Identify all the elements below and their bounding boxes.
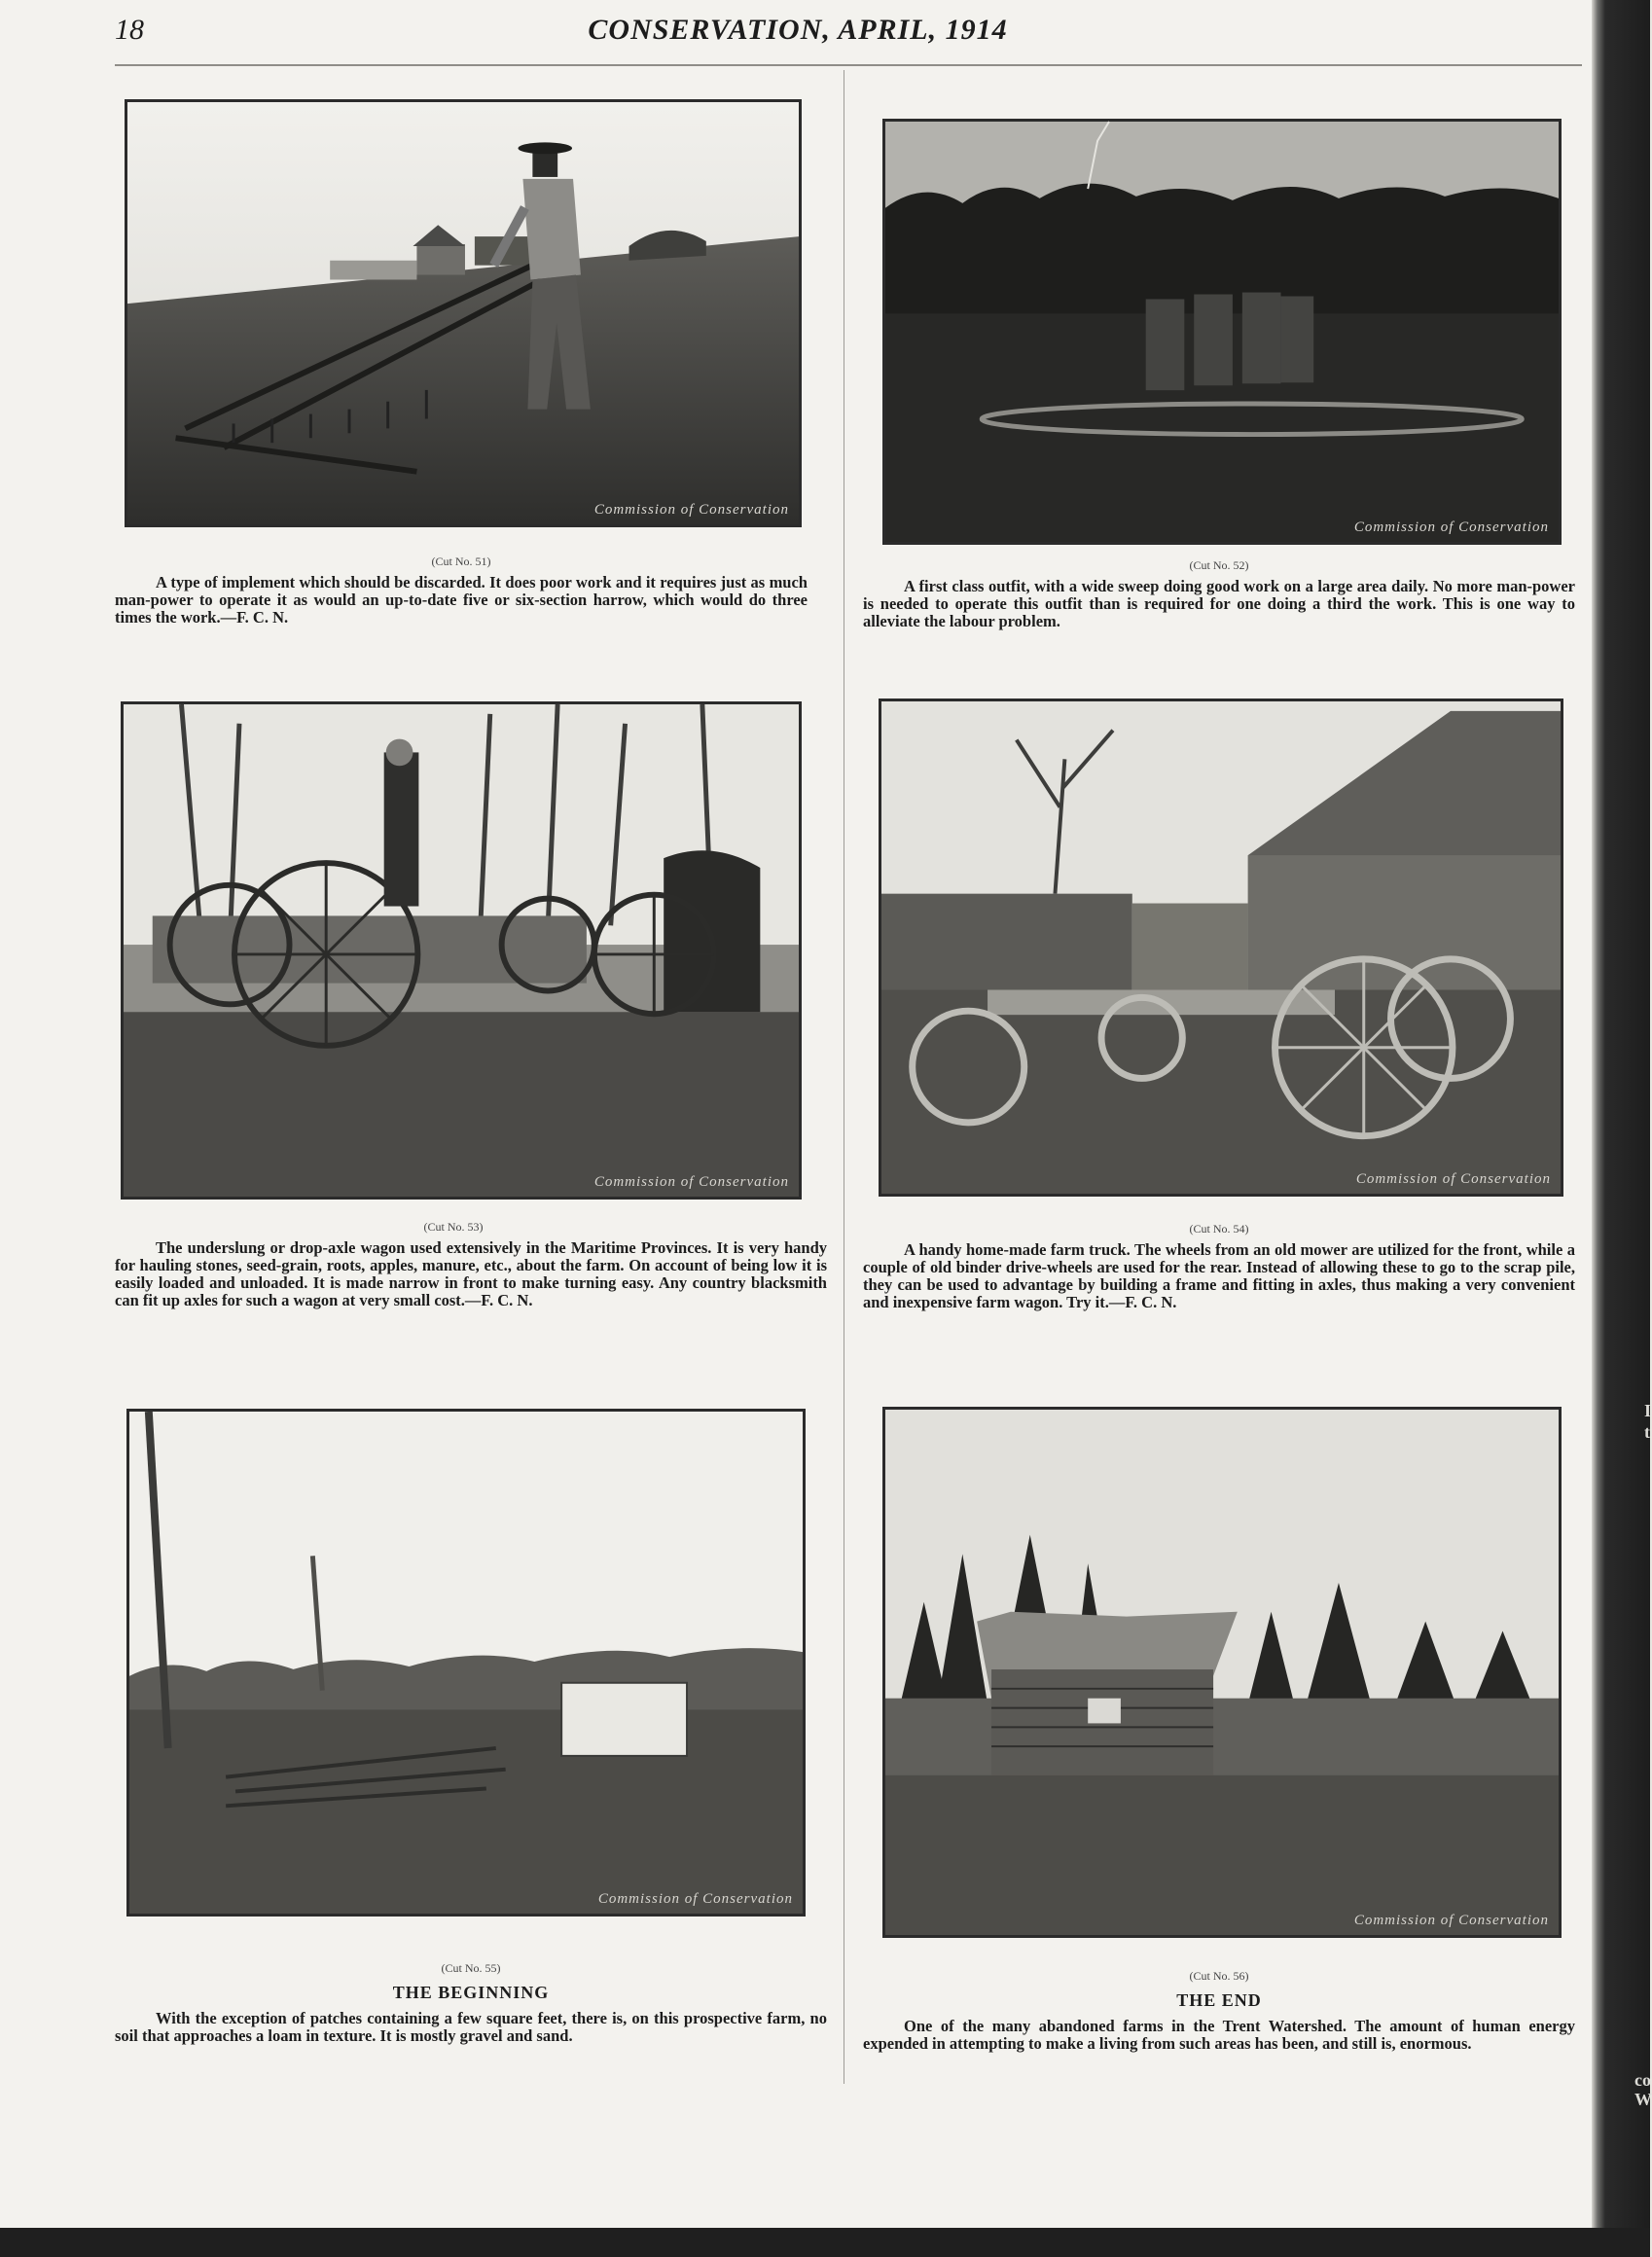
photo-wide-harrow: [882, 119, 1562, 545]
edge-fragment: t: [1644, 1422, 1650, 1442]
figure-cut-52: [863, 97, 1575, 662]
figure-caption: A handy home-made farm truck. The wheels from an old mower are utilized for the front, while a couple of old binder drive-wheels are used for the rear. Instead of allowing these to go to the scrap pile, they can be used to advantage by building a frame and fitting in axles, thus making a very convenient and inexpensive farm wagon. Try it.—F. C. N.: [863, 1240, 1575, 1311]
figure-cut-56: [863, 1407, 1575, 2088]
cut-label: (Cut No. 54): [1189, 1222, 1249, 1236]
photo-credit: Commission of Conservation: [1355, 1171, 1551, 1187]
figure-caption: The underslung or drop-axle wagon used extensively in the Maritime Provinces. It is very handy for hauling stones, seed-grain, roots, apples, manure, etc., about the farm. On account of being low it is easily loaded and unloaded. It is made narrow in front to make turning easy. Any country blacksmith can fit up axles for such a wagon at very small cost.—F. C. N.: [115, 1238, 827, 1309]
photo-credit: Commission of Conservation: [593, 1174, 789, 1190]
figure-cut-51: [115, 97, 808, 662]
figure-caption: A first class outfit, with a wide sweep doing good work on a large area daily. No more man-power is needed to operate this outfit than is required for one doing a third the work. This is one way to alleviate the labour problem.: [863, 577, 1575, 630]
page-header: [0, 14, 1596, 53]
figure-cut-54: [863, 697, 1575, 1348]
figure-title: THE BEGINNING: [392, 1983, 550, 2002]
running-title: CONSERVATION, APRIL, 1914: [588, 14, 1008, 46]
figure-caption: With the exception of patches containing a few square feet, there is, on this prospective farm, no soil that approaches a loam in texture. It is mostly gravel and sand.: [115, 2009, 827, 2045]
cut-label: (Cut No. 53): [423, 1220, 484, 1234]
book-edge: [1592, 0, 1650, 2228]
photo-home-made-truck: [879, 699, 1563, 1197]
figure-cut-53: [115, 697, 827, 1348]
photo-harrow: [125, 99, 802, 527]
photo-credit: Commission of Conservation: [1353, 519, 1549, 535]
edge-fragment: I: [1644, 1401, 1652, 1420]
photo-credit: Commission of Conservation: [597, 1891, 793, 1907]
cut-label: (Cut No. 51): [431, 555, 491, 568]
page-number: 18: [115, 14, 144, 46]
figure-caption: One of the many abandoned farms in the Trent Watershed. The amount of human energy expended in attempting to make a living from such areas has been, and still is, enormous.: [863, 2017, 1575, 2053]
figure-cut-55: [115, 1407, 827, 2078]
cut-label: (Cut No. 56): [1189, 1969, 1249, 1983]
photo-dropaxle-wagon: [121, 701, 802, 1200]
cut-label: (Cut No. 52): [1189, 558, 1249, 572]
header-rule: [115, 64, 1582, 66]
cut-label: (Cut No. 55): [441, 1961, 501, 1975]
photo-the-end: [882, 1407, 1562, 1938]
edge-fragment: W: [1634, 2090, 1652, 2109]
scan-bottom-border: [0, 2228, 1650, 2257]
photo-credit: Commission of Conservation: [1353, 1913, 1549, 1928]
figure-caption: A type of implement which should be discarded. It does poor work and it requires just as much man-power to operate it as would an up-to-date five or six-section harrow, which would do three times the work.—F. C. N.: [115, 573, 808, 627]
photo-the-beginning: [126, 1409, 806, 1917]
photo-credit: Commission of Conservation: [593, 502, 789, 518]
edge-fragment: co: [1634, 2070, 1651, 2090]
figure-title: THE END: [1176, 1990, 1262, 2010]
